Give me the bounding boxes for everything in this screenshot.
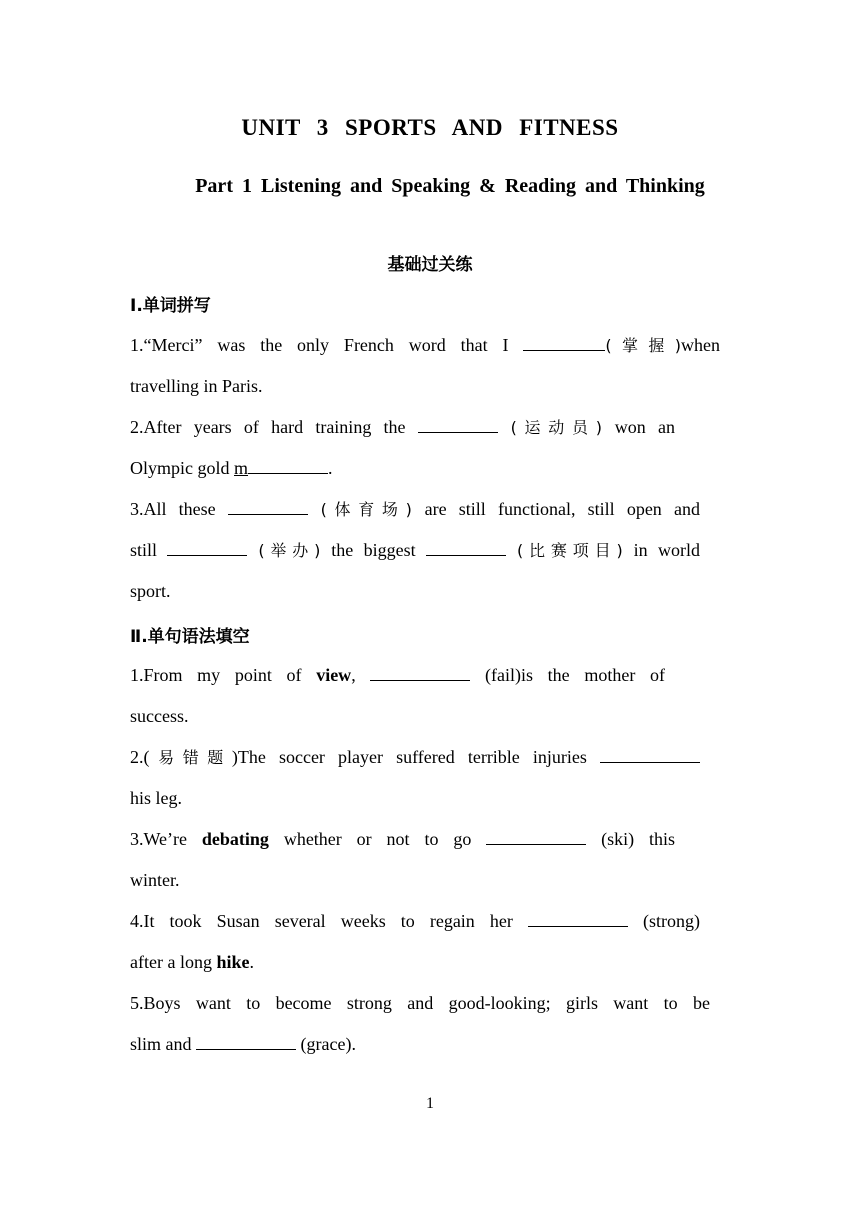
question-1-line-2: success.: [130, 706, 189, 726]
question-2-line-1: 2.After years of hard training the (运动员) won an: [130, 407, 675, 448]
section-2-heading: Ⅱ.单句语法填空: [130, 627, 250, 647]
section-1-heading: Ⅰ.单词拼写: [130, 296, 211, 316]
question-1-line-1: 1.From my point of view, (fail)is the mother of: [130, 655, 665, 696]
answer-blank[interactable]: [523, 332, 605, 351]
question-1-line-1: 1.“Merci” was the only French word that I (掌握)when: [130, 325, 720, 366]
question-2-line-2: Olympic gold m .: [130, 448, 720, 489]
unit-title: UNIT 3 SPORTS AND FITNESS: [241, 115, 619, 140]
question-4-line-2: after a long hike.: [130, 952, 254, 972]
section-1-questions: [130, 325, 720, 612]
answer-blank[interactable]: [600, 744, 700, 763]
question-3-line-1: 3.All these (体育场) are still functional, still open and: [130, 489, 700, 530]
answer-blank[interactable]: [248, 455, 328, 474]
answer-blank[interactable]: [426, 537, 506, 556]
answer-blank[interactable]: [418, 414, 498, 433]
question-3-line-1: 3.We’re debating whether or not to go (ski) this: [130, 819, 675, 860]
question-3-line-2: still (举办) the biggest (比赛项目) in world: [130, 530, 700, 571]
answer-blank[interactable]: [196, 1031, 296, 1050]
page-number: 1: [426, 1095, 434, 1112]
question-5-line-1: 5.Boys want to become strong and good-looking; girls want to be: [130, 993, 710, 1013]
answer-blank[interactable]: [528, 908, 628, 927]
answer-blank[interactable]: [486, 826, 586, 845]
question-2-line-2: his leg.: [130, 788, 182, 808]
section-subtitle: 基础过关练: [387, 255, 473, 275]
answer-blank[interactable]: [228, 496, 308, 515]
question-3-line-3: sport.: [130, 581, 171, 601]
question-5-line-2: slim and (grace).: [130, 1024, 720, 1065]
question-3-line-2: winter.: [130, 870, 180, 890]
section-2-questions: [130, 655, 720, 1065]
answer-blank[interactable]: [167, 537, 247, 556]
question-4-line-1: 4.It took Susan several weeks to regain her (strong): [130, 901, 700, 942]
part-heading: Part 1 Listening and Speaking & Reading and Thinking: [195, 175, 705, 197]
question-1-line-2: travelling in Paris.: [130, 376, 263, 396]
question-2-line-1: 2.(易错题)The soccer player suffered terrible injuries: [130, 737, 700, 778]
answer-blank[interactable]: [370, 662, 470, 681]
